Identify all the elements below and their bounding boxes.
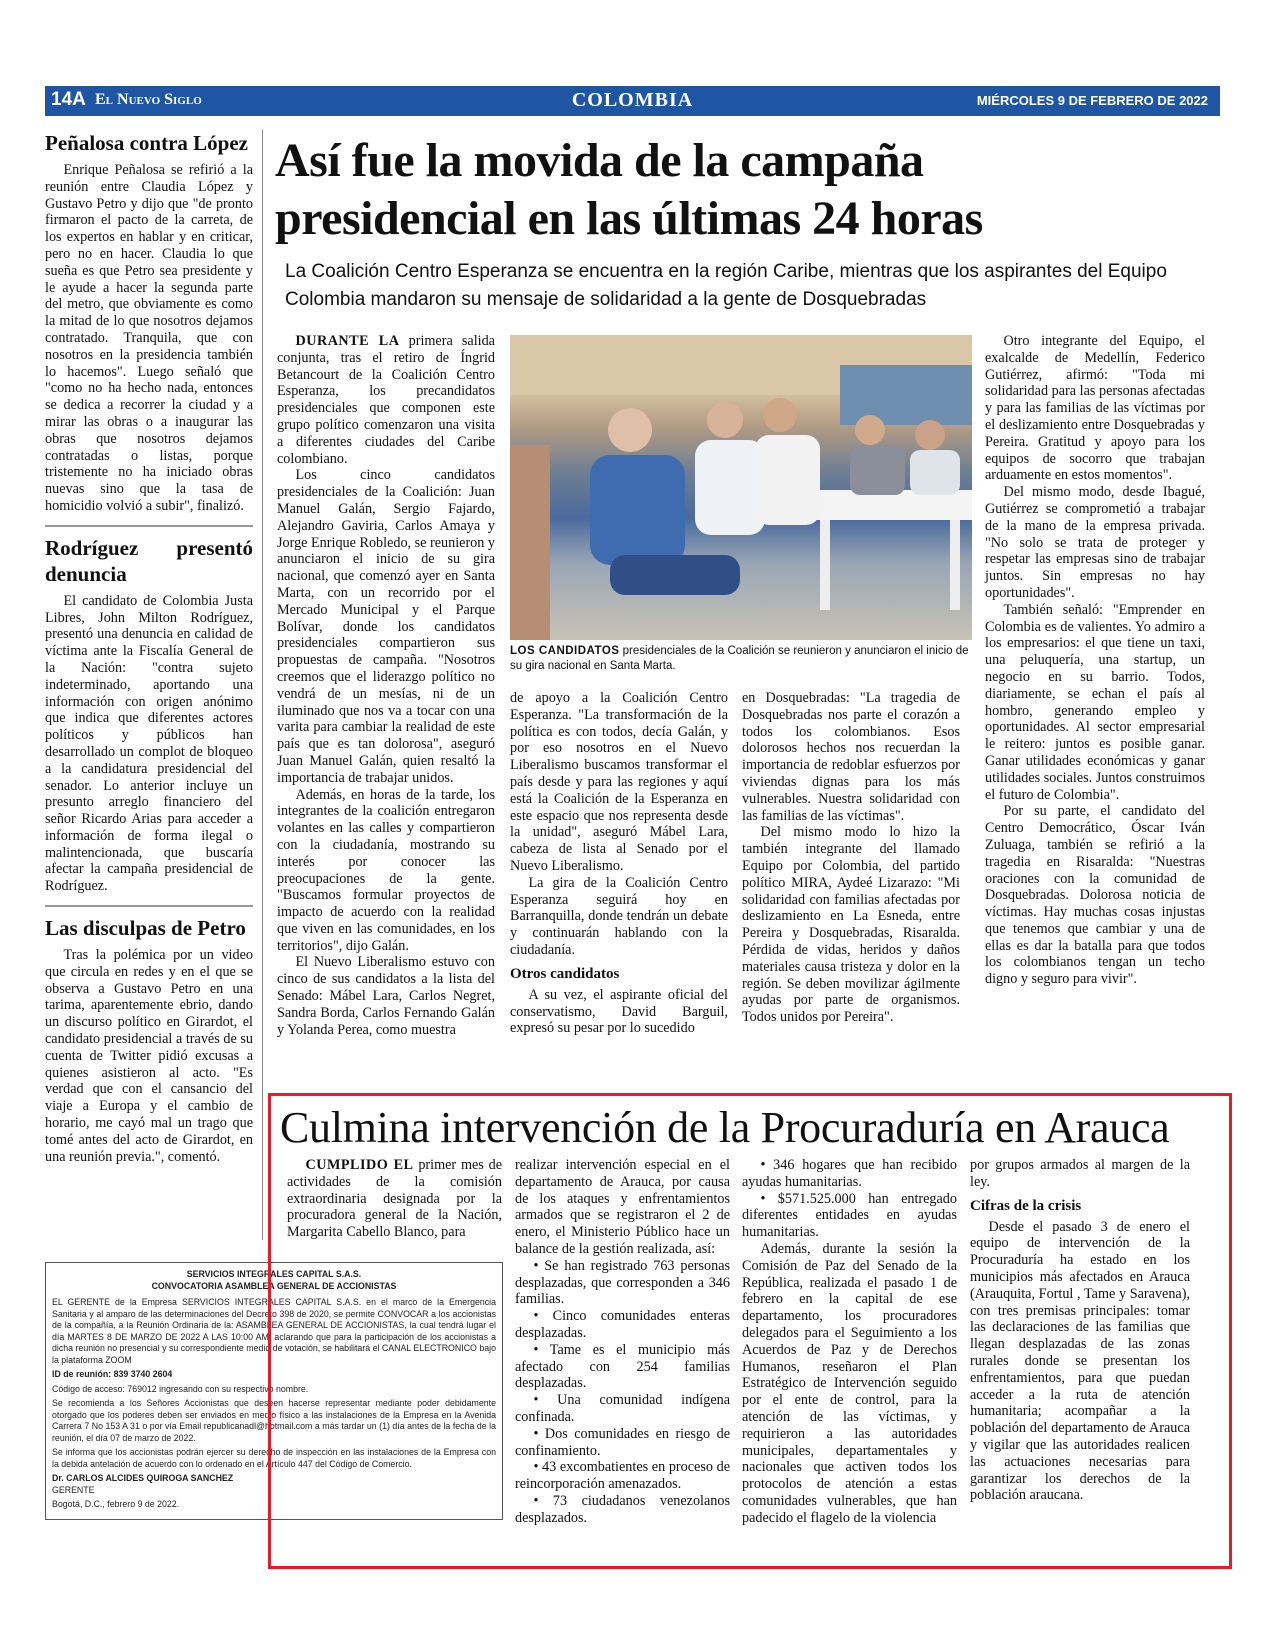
article-paragraph: A su vez, el aspirante oficial del conservatismo, David Barguil, expresó su pesar por lo sucedido: [510, 986, 728, 1037]
arauca-column-2: [515, 1157, 730, 1527]
article-column-3: [742, 690, 960, 1026]
bullet-item: • 73 ciudadanos venezolanos desplazados.: [515, 1492, 730, 1526]
bullet-item: • 43 excombatientes en proceso de reincorporación amenazados.: [515, 1459, 730, 1493]
sidebar-heading-petro: Las disculpas de Petro: [45, 916, 246, 941]
sidebar-divider: [45, 905, 253, 907]
article-paragraph: Desde el pasado 3 de enero el equipo de intervención de la Procuraduría ha estado en los municipios más afectados en Arauca (Arauquita, Fortul , Tame y Saravena), con tres premisas principales: tomar las declaraciones de las familias que llegan desplazadas de las zonas rurales donde se presentan los enfrentamientos, para que puedan acceder a la ruta de atención humanitaria; acompañar a la población del departamento de Arauca y vigilar que las autoridades realicen las actuaciones necesarias para garantizar los derechos de la población araucana.: [970, 1218, 1190, 1504]
article-paragraph: realizar intervención especial en el departamento de Arauca, por causa de los ataques y enfrentamientos armados que se registraron el 2 de enero, el Ministerio Público hace un balance de la gestión realizada, así:: [515, 1157, 730, 1257]
notice-title: CONVOCATORIA ASAMBLEA GENERAL DE ACCIONISTAS: [151, 1280, 397, 1291]
bullet-item: • 346 hogares que han recibido ayudas humanitarias.: [742, 1157, 958, 1190]
notice-paragraph: Se recomienda a los Señores Accionistas que deseen hacerse representar mediante poder debidamente otorgado que los poderes deben ser enviados en medio físico a las instalaciones de la Empresa en la Avenida Carrera 7 No 153 A 31 o por vía Email republicanadl@hotmail.com a más tardar un (1) día antes de la fecha de la reunión, el día 07 de marzo de 2022.: [52, 1398, 496, 1443]
sidebar-body-penalosa: Enrique Peñalosa se refirió a la reunión entre Claudia López y Gustavo Petro y dijo que "de pronto firmaron el pacto de la carreta, de los expertos en hablar y en criticar, pero no en hacer. Claudia lo que sueña es que Petro sea presidente y le ayude a hacer la segunda parte del metro, que obviamente es como la mitad de lo que nosotros dejamos contratado. Tranquila, que con nosotros en la presidencia también lo hacemos". Luego señaló que "como no ha hecho nada, entonces se dedica a recorrer la ciudad y a mirar las obras o a inaugurar las obras que nosotros dejamos contratadas o listas, porque tristemente no ha iniciado obras nuevas sino que la tasa de homicidio volvió a subir", finalizó.: [45, 162, 253, 514]
notice-signature-name: Dr. CARLOS ALCIDES QUIROGA SANCHEZ: [52, 1473, 234, 1483]
article-paragraph: Del mismo modo, desde Ibagué, Gutiérrez se comprometió a trabajar de la mano de la empresa privada. "No solo se trata de proteger y respetar las empresas sino de trabajar juntos. Sin empresas no hay oportunidades".: [985, 484, 1205, 601]
arauca-headline: Culmina intervención de la Procuraduría en Arauca: [280, 1103, 1170, 1152]
notice-company: SERVICIOS INTEGRALES CAPITAL S.A.S.: [186, 1269, 362, 1279]
sidebar-body-rodriguez: El candidato de Colombia Justa Libres, John Milton Rodríguez, presentó una denuncia en calidad de víctima ante la Fiscalía General de la Nación: "contra sujeto indeterminado, aportando una información con origen anónimo que indica que diferentes actores políticos y públicos han desarrollado un complot de bloqueo a la candidatura presidencial del senador. Lo anterior incluye un presunto arreglo financiero del señor Ricardo Arias para acceder a información de forma ilegal o malintencionada, que buscaría afectar la campaña presidencial de Rodríguez.: [45, 592, 253, 895]
subheading-otros-candidatos: Otros candidatos: [510, 965, 620, 982]
bullet-item: • Tame es el municipio más afectado con 254 familias desplazadas.: [515, 1341, 730, 1392]
sidebar-column: [45, 130, 253, 1165]
article-paragraph: primer mes de actividades de la comisión extraordinaria designada por la procuradora general de la Nación, Margarita Cabello Blanco, para: [287, 1157, 503, 1241]
subheading-cifras: Cifras de la crisis: [970, 1197, 1082, 1214]
sidebar-heading-penalosa: Peñalosa contra López: [45, 131, 248, 155]
article-paragraph: Otro integrante del Equipo, el exalcalde de Medellín, Federico Gutiérrez, afirmó: "Toda mi solidaridad para las personas afectadas y para las familias de las víctimas por el deslizamiento entre Dosquebradas y Pereira. Gratitud y apoyo para los equipos de socorro que trabajan arduamente en estos momentos".: [985, 333, 1205, 484]
article-column-2: [510, 690, 728, 1037]
main-deck: La Coalición Centro Esperanza se encuentra en la región Caribe, mientras que los aspirantes del Equipo Colombia mandaron su mensaje de solidaridad a la gente de Dosquebradas: [285, 261, 1167, 310]
photo-caption: [510, 644, 972, 674]
article-paragraph: en Dosquebradas: "La tragedia de Dosquebradas nos parte el corazón a todos los colombianos. Esos dolorosos hechos nos recuerdan la importancia de redoblar esfuerzos por viviendas dignas para los más vulnerables. Nuestra solidaridad con las familias de las víctimas".: [742, 690, 960, 824]
sidebar-heading-rodriguez: Rodríguez presentó denuncia: [45, 535, 253, 586]
article-paragraph: de apoyo a la Coalición Centro Esperanza. "La transformación de la política es con todos, decía Galán, y por eso nosotros en el Nuevo Liberalismo buscamos transformar el país desde y para las regiones y aquí está la Coalición de la Esperanza en este espacio que nos representa desde la unidad", aseguró Mábel Lara, cabeza de lista al Senado por el Nuevo Liberalismo.: [510, 690, 728, 874]
article-paragraph: El Nuevo Liberalismo estuvo con cinco de sus candidatos a la lista del Senado: Mábel Lara, Carlos Negret, Sandra Borda, Carlos Fernando Galán y Yolanda Perea, como muestra: [277, 954, 495, 1038]
bullet-item: • Dos comunidades en riesgo de confinamiento.: [515, 1425, 730, 1459]
candidates-photo: [510, 335, 972, 640]
page-header-band: [45, 86, 1220, 116]
notice-place-date: Bogotá, D.C., febrero 9 de 2022.: [52, 1499, 180, 1509]
caption-text: presidenciales de la Coalición se reunieron y anunciaron el inicio de su gira nacional en Santa Marta.: [510, 645, 969, 672]
sidebar-body-petro: Tras la polémica por un video que circula en redes y en el que se observa a Gustavo Petro en una tarima, aparentemente ebrio, dando un discurso político en Girardot, el candidato presidencial a través de su cuenta de Twitter pidió excusas a quienes asistieron al acto. "Es verdad que con el cansancio del viaje a Europa y el cambio de horario, me cayó mal un trago que tomé antes del acto de Girardot, en una reunión previa.", comentó.: [45, 947, 253, 1165]
notice-access-code: Código de acceso: 769012 ingresando con su respectivo nombre.: [52, 1383, 309, 1394]
article-paragraph: La gira de la Coalición Centro Esperanza seguirá hoy en Barranquilla, donde tendrán un debate y continuarán hablando con la ciudadanía.: [510, 874, 728, 958]
bullet-item: • $571.525.000 han entregado diferentes entidades en ayudas humanitarias.: [742, 1190, 957, 1241]
article-column-4: [985, 333, 1205, 988]
page-number: 14A: [51, 89, 86, 110]
sidebar-divider: [45, 525, 253, 527]
lead-in: CUMPLIDO EL: [305, 1157, 414, 1173]
section-name: COLOMBIA: [571, 89, 694, 111]
article-paragraph: Del mismo modo lo hizo la también integrante del llamado Equipo por Colombia, del partido político MIRA, Aydeé Lizarazo: "Mi solidaridad con familias afectadas por deslizamiento en La Esneda, entre Pereira y Dosquebradas, Risaralda. Pérdida de vidas, heridos y daños materiales causa tristeza y dolor en la región. Se deben movilizar ágilmente ayudas por parte de organismos. Todos unidos por Pereira".: [742, 824, 960, 1026]
arauca-column-3: [742, 1157, 957, 1527]
article-column-1: [277, 333, 495, 1038]
notice-meeting-id: ID de reunión: 839 3740 2604: [52, 1369, 173, 1379]
issue-date: MIÉRCOLES 9 DE FEBRERO DE 2022: [976, 93, 1208, 108]
article-paragraph: Además, en horas de la tarde, los integrantes de la coalición entregaron volantes en las calles y compartieron con la ciudadanía, mostrando su interés por conocer las preocupaciones de la gente. "Buscamos formular proyectos de impacto de acuerdo con la realidad que viven en las comunidades, en los territorios", dijo Galán.: [277, 786, 495, 954]
article-paragraph: primera salida conjunta, tras el retiro de Íngrid Betancourt de la Coalición Centro Esperanza, los precandidatos presidenciales que componen este grupo político comenzaron una visita a diferentes ciudades del Caribe colombiano.: [277, 333, 495, 467]
article-paragraph: por grupos armados al margen de la ley.: [970, 1157, 1190, 1190]
article-paragraph: También señaló: "Emprender en Colombia es de valientes. Yo admiro a los empresarios: el que tiene un taxi, una peluquería, una startup, un negocio en su barrio. Todos, diariamente, se echan el país al hombro, generando empleo y oportunidades. Al sector empresarial le reitero: juntos es posible ganar. Ganar utilidades económicas y ganar utilidades sociales. Juntos construimos el futuro de Colombia".: [985, 601, 1205, 803]
photo-illustration: [510, 335, 972, 640]
bullet-item: • Se han registrado 763 personas desplazadas, que corresponden a 346 familias.: [515, 1257, 731, 1308]
article-paragraph: Además, durante la sesión la Comisión de Paz del Senado de la República, realizada el pasado 1 de febrero en la capital de ese departamento, los procuradores delegados para el Seguimiento a los Acuerdos de Paz y de Derechos Humanos, reseñaron el Plan Estratégico de Intervención seguido por el ente de control, para la atención de las víctimas, y requirieron a las autoridades municipales, departamentales y nacionales que activen todos los protocolos de atención a estas comunidades vulnerables, que han padecido el flagelo de la violencia: [742, 1240, 957, 1526]
caption-lead: LOS CANDIDATOS: [510, 645, 620, 657]
main-headline: Así fue la movida de la campaña presidencial en las últimas 24 horas: [275, 134, 983, 245]
notice-signature-role: GERENTE: [52, 1484, 95, 1495]
bullet-item: • Una comunidad indígena confinada.: [515, 1392, 731, 1425]
notice-paragraph: EL GERENTE de la Empresa SERVICIOS INTEGRALES CAPITAL S.A.S. en el marco de la Emergencia Sanitaria y al amparo de las determinaciones del Decreto 398 de 2020, se permite CONVOCAR a los accionistas de la compañía, a la Reunión Ordinaria de la: ASAMBLEA GENERAL DE ACCIONISTAS, la cual tendrá lugar el día MARTES 8 DE MARZO DE 2022 A LAS 10:00 AM, aclarando que para la participación de los accionistas a dicha reunión no presencial y su correspondiente medio de votación, se habilitará el CANAL ELECTRONICO bajo la plataforma ZOOM: [52, 1297, 496, 1365]
lead-in: DURANTE LA: [295, 333, 400, 349]
arauca-column-1: [287, 1157, 502, 1241]
article-paragraph: Los cinco candidatos presidenciales de la Coalición: Juan Manuel Galán, Sergio Fajardo, Alejandro Gaviria, Carlos Amaya y Jorge Enrique Robledo, se reunieron y anunciaron el inicio de su gira nacional, que comenzó ayer en Santa Marta, con un recorrido por el Mercado Municipal y el Parque Bolívar, donde los candidatos presidenciales compartieron sus propuestas de campaña. "Nosotros creemos que el liderazgo político no vendrá de un mesías, ni de un iluminado que nos va a tocar con una varita para cambiar la realidad de este país que es tan dolorosa", aseguró Juan Manuel Galán, quien resaltó la importancia de trabajar unidos.: [277, 467, 496, 786]
bullet-item: • Cinco comunidades enteras desplazadas.: [515, 1308, 730, 1341]
column-divider: [262, 130, 263, 1240]
article-paragraph: Por su parte, el candidato del Centro Democrático, Óscar Iván Zuluaga, también se refirió a la tragedia en Risaralda: "Nuestras oraciones con la comunidad de Dosquebradas. Dolorosa noticia de víctimas. Hay muchas cosas injustas que tenemos que cambiar y una de ellas es dar la batalla para que todos los colombianos tengan un techo digno y seguro para vivir".: [985, 803, 1205, 988]
notice-paragraph: Se informa que los accionistas podrán ejercer su derecho de inspección en las instalaciones de la Empresa con la debida antelación de acuerdo con lo ordenado en el Artículo 447 del Código de Comercio.: [52, 1447, 496, 1469]
arauca-column-4: [970, 1157, 1190, 1504]
newspaper-name: El Nuevo Siglo: [95, 91, 202, 108]
